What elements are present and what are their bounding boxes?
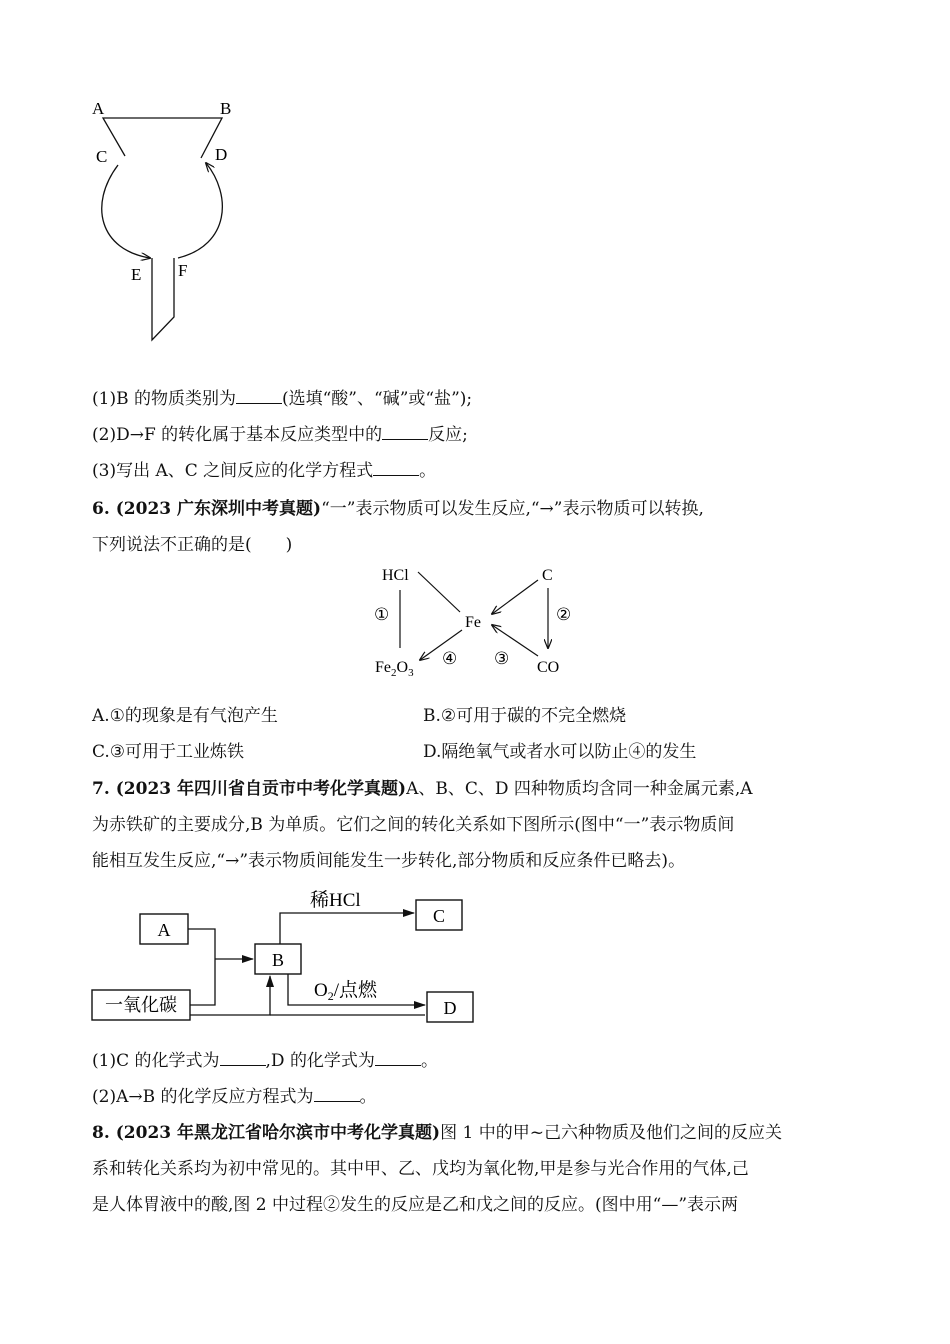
- label-n3: ③: [494, 649, 510, 668]
- answer-blank[interactable]: [373, 461, 419, 476]
- arrow-c-fe: [492, 580, 538, 614]
- q7-stem-line2: [92, 814, 734, 836]
- q5-sub2: [92, 424, 468, 446]
- funnel-stem: [152, 258, 174, 340]
- q6-option-d[interactable]: [423, 741, 696, 763]
- label-e: E: [131, 265, 142, 284]
- q8-stem-text: 图 1 中的甲~己六种物质及他们之间的反应关: [440, 1123, 782, 1143]
- q7-stem-line1: [92, 778, 753, 800]
- q7-stem-text-2: 为赤铁矿的主要成分,B 为单质。它们之间的转化关系如下图所示(图中“一”表示物质间: [92, 815, 735, 835]
- q5-sub1-text-end: (选填“酸”、“碱”或“盐”);: [281, 389, 473, 409]
- answer-blank[interactable]: [382, 425, 428, 440]
- label-a: A: [92, 99, 105, 118]
- label-hcl: 稀HCl: [310, 890, 361, 911]
- label-co: CO: [537, 659, 560, 676]
- arrow-b-c: [280, 913, 414, 944]
- q5-sub3-text-end: 。: [419, 461, 437, 481]
- label-n4: ④: [442, 649, 458, 668]
- box-d-label: D: [443, 998, 457, 1018]
- q7-sub2-text: (2)A→B 的化学反应方程式为: [92, 1087, 314, 1107]
- q8-stem-text-2: 系和转化关系均为初中常见的。其中甲、乙、戊均为氧化物,甲是参与光合作用的气体,己: [92, 1159, 749, 1179]
- q5-sub2-text-end: 反应;: [428, 425, 468, 445]
- q7-stem-line3: [92, 850, 685, 872]
- q6-option-c[interactable]: [92, 741, 244, 763]
- q7-sub1-text-mid: ,D 的化学式为: [265, 1051, 375, 1071]
- box-c-label: C: [432, 906, 446, 926]
- q7-sub2-text-end: 。: [359, 1087, 377, 1107]
- label-n1: ①: [374, 605, 390, 624]
- q6-stem-line2: [92, 534, 292, 556]
- q7-sub1-text-end: 。: [420, 1051, 438, 1071]
- q6-source: (2023 广东深圳中考真题): [115, 499, 322, 519]
- answer-blank[interactable]: [314, 1087, 360, 1102]
- q5-sub1: [92, 388, 472, 410]
- q6-iron-diagram: [360, 560, 590, 685]
- q5-sub1-text: (1)B 的物质类别为: [92, 389, 236, 409]
- label-c: C: [96, 147, 108, 166]
- arrow-c-to-e: [102, 165, 150, 258]
- q6-option-a[interactable]: [92, 705, 278, 727]
- arrow-co-b: [190, 976, 270, 1015]
- q5-sub2-text: (2)D→F 的转化属于基本反应类型中的: [92, 425, 383, 445]
- q8-stem-line3: [92, 1194, 738, 1216]
- label-n2: ②: [556, 605, 572, 624]
- q8-stem-text-3: 是人体胃液中的酸,图 2 中过程②发生的反应是乙和戊之间的反应。(图中用“—”表示两: [92, 1195, 739, 1215]
- q7-sub1: [92, 1050, 438, 1072]
- label-c: C: [542, 567, 553, 584]
- q7-flow-diagram: [88, 880, 488, 1030]
- q5-sub3: [92, 460, 436, 482]
- label-d: D: [215, 145, 228, 164]
- q6-stem-text-2: 下列说法不正确的是( ): [92, 535, 293, 555]
- q8-stem-line1: [92, 1122, 782, 1144]
- answer-blank[interactable]: [375, 1051, 421, 1066]
- q7-sub2: [92, 1086, 377, 1108]
- q6-number: 6.: [92, 499, 110, 519]
- label-fe2o3: $Fe_2O_3$: [375, 659, 414, 679]
- answer-blank[interactable]: [220, 1051, 266, 1066]
- label-hcl: HCl: [382, 567, 409, 584]
- label-fe: Fe: [465, 614, 481, 631]
- q7-stem-text-3: 能相互发生反应,“→”表示物质间能发生一步转化,部分物质和反应条件已略去)。: [92, 851, 686, 871]
- label-f: F: [178, 261, 188, 280]
- q5-reaction-diagram: [80, 90, 260, 350]
- q6-option-b[interactable]: [423, 705, 626, 727]
- q6-option-a-text: A.①的现象是有气泡产生: [92, 706, 278, 726]
- q6-option-d-text: D.隔绝氧气或者水可以防止④的发生: [423, 742, 697, 762]
- q7-stem-text: A、B、C、D 四种物质均含同一种金属元素,A: [406, 779, 753, 799]
- q6-option-b-text: B.②可用于碳的不完全燃烧: [423, 706, 627, 726]
- line-hcl-fe: [418, 572, 460, 612]
- q5-sub3-text: (3)写出 A、C 之间反应的化学方程式: [92, 461, 374, 481]
- funnel-outline: [103, 118, 222, 158]
- q7-sub1-text: (1)C 的化学式为: [92, 1051, 220, 1071]
- q6-option-c-text: C.③可用于工业炼铁: [92, 742, 245, 762]
- q6-stem-line1: [92, 498, 704, 520]
- label-o2: $O_2/$点燃: [314, 980, 378, 1003]
- q8-source: (2023 年黑龙江省哈尔滨市中考化学真题): [115, 1123, 441, 1143]
- q7-source: (2023 年四川省自贡市中考化学真题): [115, 779, 407, 799]
- q6-stem-text: “一”表示物质可以发生反应,“→”表示物质可以转换,: [321, 499, 704, 519]
- q8-number: 8.: [92, 1123, 110, 1143]
- arrow-f-to-d: [178, 163, 222, 258]
- label-b: B: [220, 99, 232, 118]
- box-a-label: A: [157, 920, 171, 940]
- answer-blank[interactable]: [236, 389, 282, 404]
- box-b-label: B: [271, 950, 285, 970]
- q7-number: 7.: [92, 779, 110, 799]
- q8-stem-line2: [92, 1158, 749, 1180]
- line-a-join: [188, 929, 215, 1005]
- box-co-label: 一氧化碳: [105, 995, 177, 1015]
